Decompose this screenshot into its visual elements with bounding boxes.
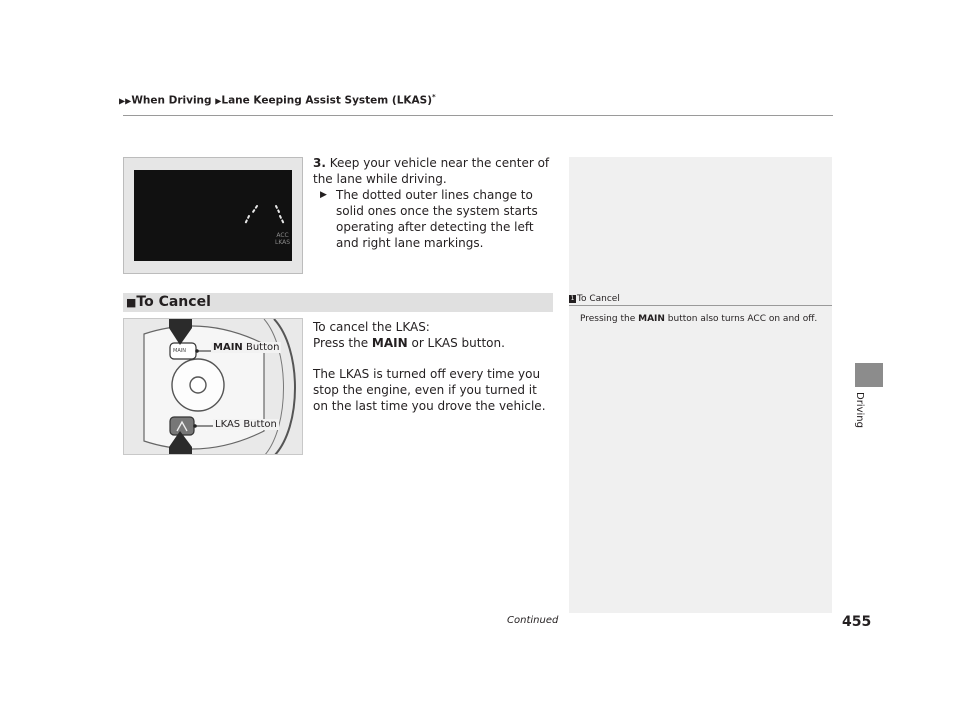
breadcrumb-arrow-icon: ▶▶ (119, 96, 132, 106)
note-divider (569, 305, 832, 306)
pointer-arrow-icon: ▶ (320, 190, 327, 200)
cancel-line-1: To cancel the LKAS: (313, 320, 430, 334)
note-heading (569, 294, 620, 304)
step-detail-text: The dotted outer lines change to solid ones once the system starts operating after detecting the left and right lane markings. (336, 188, 538, 250)
lane-lines-icon (134, 170, 292, 261)
step-3 (313, 155, 553, 187)
cancel-paragraph-2: The LKAS is turned off every time you stop the engine, even if you turned it on the last time you drove the vehicle. (313, 367, 546, 413)
continued-label: Continued (507, 615, 559, 626)
option-mark: * (432, 93, 436, 101)
steering-wheel-illustration (123, 318, 303, 455)
instrument-display (134, 170, 292, 261)
steering-wheel-icon (124, 319, 303, 455)
main-button-label: MAIN Button (213, 342, 280, 353)
breadcrumb (119, 93, 436, 107)
page-number: 455 (842, 614, 872, 630)
step-number: 3. (313, 156, 326, 170)
step-text: Keep your vehicle near the center of the lane while driving. (313, 156, 550, 186)
breadcrumb-arrow-icon: ▶ (215, 96, 222, 106)
square-bullet-icon: ■ (126, 296, 137, 309)
note-title: To Cancel (577, 294, 620, 304)
side-note-panel (569, 157, 832, 613)
note-body: Pressing the MAIN button also turns ACC on and off. (580, 314, 818, 324)
chapter-label: Driving (854, 392, 865, 428)
breadcrumb-item-lkas[interactable]: Lane Keeping Assist System (LKAS) (221, 94, 433, 107)
chapter-tab[interactable] (855, 363, 883, 387)
section-title: ■To Cancel (126, 294, 211, 310)
cancel-line-2: Press the MAIN or LKAS button. (313, 336, 505, 350)
lkas-button-label: LKAS Button (215, 419, 277, 430)
acc-lkas-indicator: ACC LKAS (275, 232, 291, 246)
main-button-marking: MAIN (173, 348, 186, 354)
cancel-instructions (313, 319, 553, 429)
step-3-detail (320, 187, 552, 251)
breadcrumb-item-when-driving[interactable]: When Driving (131, 94, 212, 107)
reference-marker: 1 (570, 295, 575, 302)
header-divider (123, 115, 833, 116)
